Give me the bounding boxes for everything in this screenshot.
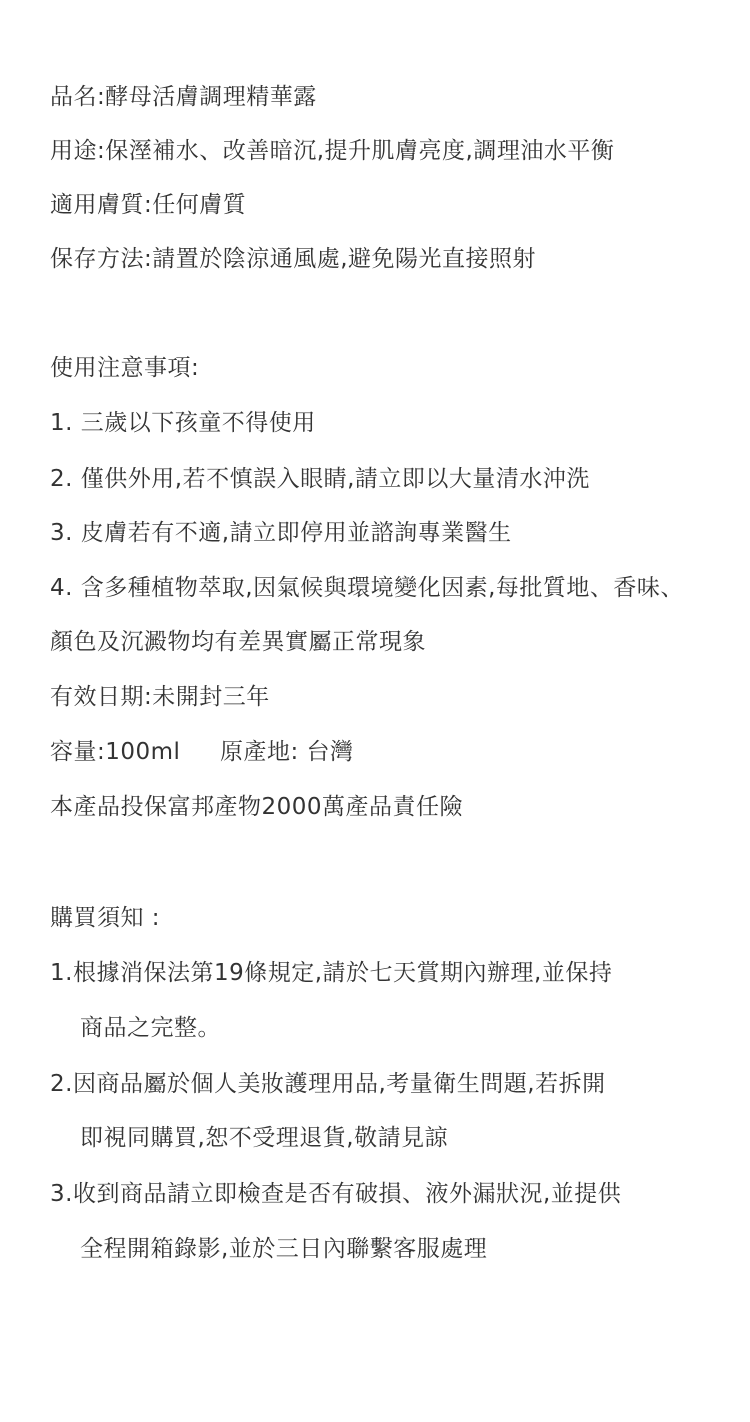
purchase-notice-item-continued: 全程開箱錄影,並於三日內聯繫客服處理 bbox=[80, 1236, 488, 1262]
precaution-item: 4. 含多種植物萃取,因氣候與環境變化因素,每批質地、香味、 bbox=[50, 575, 684, 601]
purchase-notice-item: 3.收到商品請立即檢查是否有破損、液外漏狀況,並提供 bbox=[50, 1181, 622, 1207]
shelf-life: 有效日期:未開封三年 bbox=[50, 684, 270, 710]
purchase-notice-item-continued: 商品之完整。 bbox=[80, 1015, 221, 1041]
precautions-title: 使用注意事項: bbox=[50, 355, 200, 381]
precaution-item: 3. 皮膚若有不適,請立即停用並諮詢專業醫生 bbox=[50, 520, 512, 546]
precaution-item: 1. 三歲以下孩童不得使用 bbox=[50, 410, 316, 436]
origin: 原產地: 台灣 bbox=[220, 739, 354, 765]
insurance-note: 本產品投保富邦產物2000萬產品責任險 bbox=[50, 794, 464, 820]
purchase-notice-item: 1.根據消保法第19條規定,請於七天賞期內辦理,並保持 bbox=[50, 960, 613, 986]
precaution-item: 2. 僅供外用,若不慎誤入眼睛,請立即以大量清水沖洗 bbox=[50, 466, 590, 492]
product-skin-type: 適用膚質:任何膚質 bbox=[50, 192, 247, 218]
purchase-notice-item-continued: 即視同購買,恕不受理退貨,敬請見諒 bbox=[80, 1125, 449, 1151]
capacity: 容量:100ml bbox=[50, 739, 181, 765]
precaution-item-continued: 顏色及沉澱物均有差異實屬正常現象 bbox=[50, 629, 426, 655]
purchase-notice-item: 2.因商品屬於個人美妝護理用品,考量衛生問題,若拆開 bbox=[50, 1071, 606, 1097]
product-name: 品名:酵母活膚調理精華露 bbox=[50, 84, 317, 110]
product-storage: 保存方法:請置於陰涼通風處,避免陽光直接照射 bbox=[50, 246, 537, 272]
purchase-notice-title: 購買須知 : bbox=[50, 905, 161, 931]
product-usage: 用途:保溼補水、改善暗沉,提升肌膚亮度,調理油水平衡 bbox=[50, 138, 615, 164]
